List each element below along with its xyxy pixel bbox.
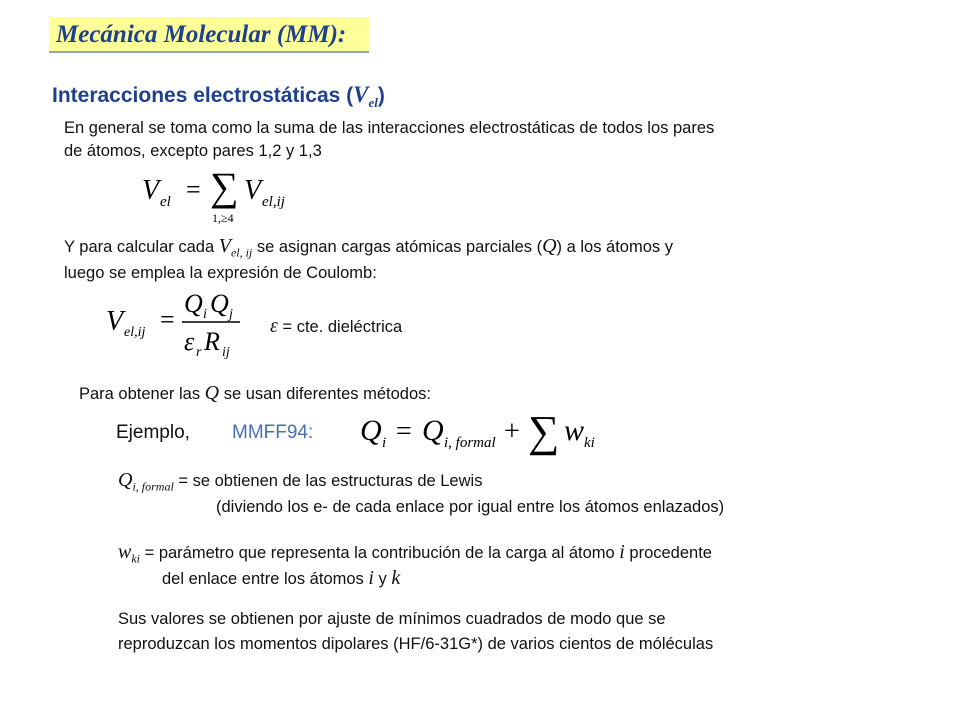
wki-text-2: procedente (624, 544, 712, 562)
eq2-num-s2: j (229, 307, 233, 322)
eq2-num-q2: Q (210, 289, 229, 318)
eq3-w: w (564, 414, 585, 447)
coulomb-q: Q (542, 235, 557, 257)
section-heading-close: ) (377, 84, 385, 107)
wki-line2-k: k (391, 567, 401, 589)
wki-text-1: = parámetro que representa la contribución de la carga al átomo (140, 544, 620, 562)
qformal-line-2: (diviendo los e- de cada enlace por igual entre los átomos enlazados) (216, 498, 725, 516)
final-line-1: Sus valores se obtienen por ajuste de mínimos cuadrados de modo que se (118, 610, 666, 628)
eq1-sum-symbol: ∑ (210, 166, 239, 209)
eq3-q2-sub: i, formal (444, 435, 496, 451)
eq3-q2: Q (422, 414, 444, 447)
coulomb-line-1 (64, 234, 673, 264)
eq3-sum-symbol: ∑ (528, 408, 560, 456)
qformal-symbol: Q (118, 469, 133, 491)
eq1-rhs-sub: el,ij (262, 194, 285, 210)
coulomb-v: V (218, 235, 231, 257)
eq3-q-sub: i (382, 435, 387, 451)
eq2-den-epsilon: ε (184, 327, 195, 356)
coulomb-pre: Y para calcular cada (64, 238, 219, 256)
wki-line2-y: y (373, 570, 392, 588)
eq1-sum-sub: 1,≥4 (212, 211, 234, 225)
equation-mmff94 (358, 408, 608, 458)
eq3-w-sub: ki (584, 435, 595, 451)
eq2-num-s1: i (203, 307, 207, 322)
section-heading-symbol: V (353, 82, 369, 107)
wki-sub: ki (131, 551, 141, 566)
epsilon-note (270, 314, 402, 339)
coulomb-post: ) a los átomos y (556, 238, 673, 256)
final-line-2: reproduzcan los momentos dipolares (HF/6-31G*) de varios cientos de móléculas (118, 635, 714, 653)
qformal-text: = se obtienen de las estructuras de Lewis (173, 472, 483, 490)
page-title: Mecánica Molecular (MM): (56, 21, 347, 48)
eq2-den-r-sub: ij (222, 345, 230, 360)
equation-coulomb (104, 284, 274, 364)
methods-post: se usan diferentes métodos: (219, 385, 431, 403)
eq3-q: Q (360, 414, 382, 447)
eq3-plus: + (504, 416, 520, 447)
methods-pre: Para obtener las (79, 385, 205, 403)
equation-vel-sum (140, 166, 310, 226)
methods-line (79, 381, 431, 406)
example-method: MMFF94: (232, 422, 314, 443)
eq1-lhs-sub: el (160, 194, 171, 210)
section-heading (52, 82, 385, 111)
eq2-lhs-v: V (106, 306, 124, 337)
wki-line2-pre: del enlace entre los átomos (162, 570, 369, 588)
epsilon-symbol: ε (270, 315, 278, 337)
eq1-lhs-v: V (142, 175, 160, 206)
wki-symbol: w (118, 541, 132, 563)
wki-line-2 (162, 566, 400, 591)
qformal-line-1 (118, 468, 482, 498)
coulomb-mid: se asignan cargas atómicas parciales ( (252, 238, 543, 256)
eq2-lhs-sub: el,ij (124, 325, 146, 340)
methods-q: Q (204, 382, 220, 404)
eq2-equals: = (160, 305, 175, 334)
eq1-rhs-v: V (244, 175, 262, 206)
example-label: Ejemplo, (116, 422, 190, 443)
eq2-den-epsilon-sub: r (196, 345, 202, 360)
eq1-equals: = (186, 175, 201, 204)
intro-line-1: En general se toma como la suma de las interacciones electrostáticas de todos los pares (64, 119, 715, 137)
wki-line2-i: i (368, 567, 374, 589)
qformal-sub: i, formal (132, 479, 174, 494)
section-heading-text: Interacciones electrostáticas ( (52, 84, 354, 107)
intro-line-2: de átomos, excepto pares 1,2 y 1,3 (64, 142, 322, 160)
eq2-den-r: R (204, 327, 220, 356)
eq3-equals: = (396, 416, 412, 447)
eq2-num-q1: Q (184, 289, 203, 318)
section-heading-subscript: el (368, 95, 378, 111)
wki-i: i (619, 541, 625, 563)
coulomb-line-2: luego se emplea la expresión de Coulomb: (64, 264, 377, 282)
epsilon-text: = cte. dieléctrica (277, 318, 403, 336)
coulomb-v-sub: el, ij (230, 245, 253, 260)
